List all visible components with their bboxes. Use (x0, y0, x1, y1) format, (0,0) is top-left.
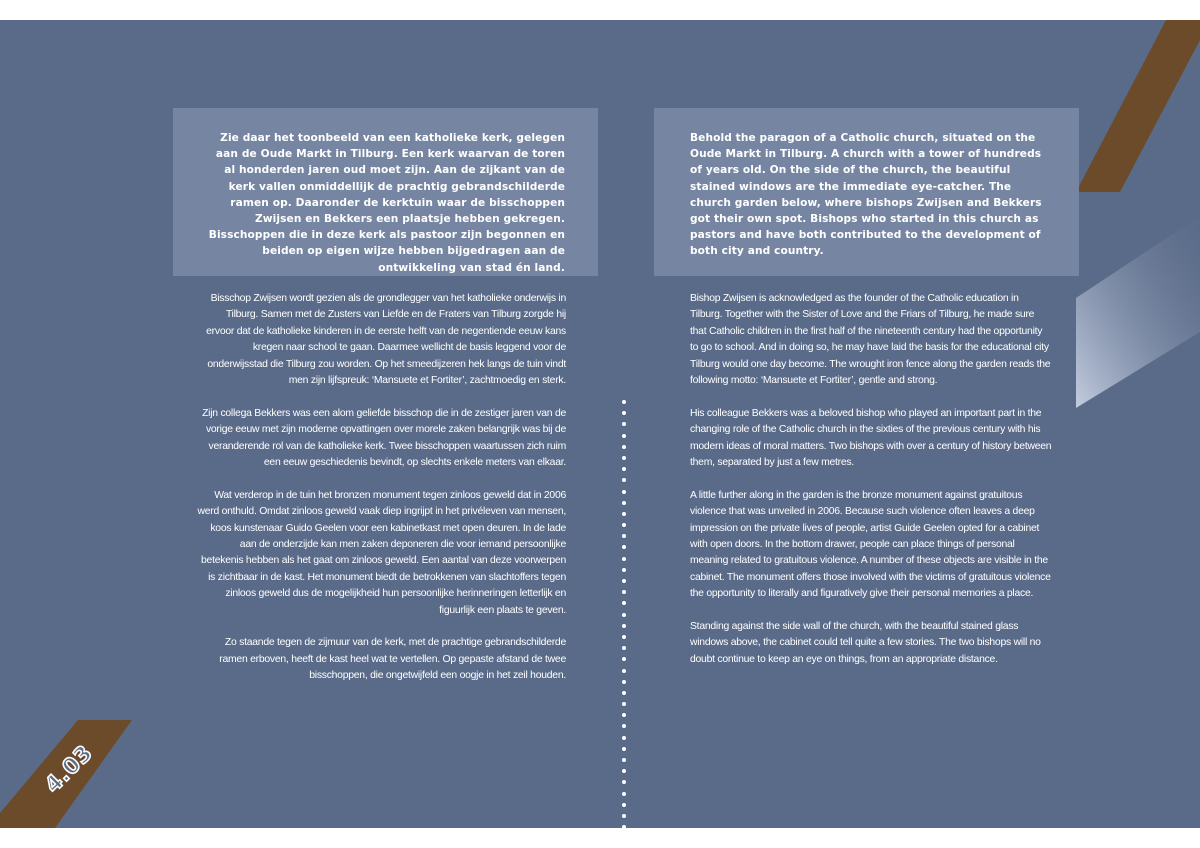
page-number: 4.03 (40, 740, 98, 799)
divider-dot (622, 400, 626, 404)
divider-dot (622, 512, 626, 516)
divider-dot (622, 411, 626, 415)
divider-dot (622, 724, 626, 728)
divider-dot (622, 736, 626, 740)
divider-dot (622, 534, 626, 538)
paragraph: Standing against the side wall of the church, with the beautiful stained glass windows above, the cabinet could tell quite a few stories. The two bishops will no doubt continue to keep an eye on things, from an appropriate distance. (690, 621, 1041, 665)
divider-dot (622, 490, 626, 494)
paragraph: Bishop Zwijsen is acknowledged as the founder of the Catholic education in Tilburg. Together with the Sister of Love and the Friars of Tilburg, he made sure that Catholic children in the first half of the nineteenth century had the opportunity to go to school. And in doing so, he may have laid the basis for the educational city Tilburg would one day become. The wrought iron fence along the garden reads the following motto: ‘Mansuete et Fortiter’, gentle and strong. (690, 293, 1051, 387)
paragraph: Bisschop Zwijsen wordt gezien als de grondlegger van het katholieke onderwijs in Tilburg. Samen met de Zusters van Liefde en de Fraters van Tilburg zorgde hij ervoor dat de katholieke kinderen in de eerste helft van de negentiende eeuw kans kregen naar school te gaan. Daarmee wellicht de basis leggend voor de onderwijsstad die Tilburg zou worden. Op het smeedijzeren hek langs de tuin vindt men zijn lijfspreuk: ‘Mansuete et Fortiter’, zachtmoedig en sterk. (206, 293, 566, 387)
divider-dot (622, 467, 626, 471)
divider-dot (622, 825, 626, 828)
divider-dot (622, 422, 626, 426)
divider-dot (622, 434, 626, 438)
divider-dot (622, 478, 626, 482)
divider-dot (622, 456, 626, 460)
divider-dot (622, 669, 626, 673)
intro-text-english: Behold the paragon of a Catholic church, situated on the Oude Markt in Tilburg. A church with a tower of hundreds of years old. On the side of the church, the beautiful stained windows are the immediate eye-catcher. The church garden below, where bishops Zwijsen and Bekkers got their own spot. Bishops who started in this church as pastors and have both contributed to the development of both city and country. (690, 132, 1042, 258)
divider-dot (622, 792, 626, 796)
divider-dot (622, 691, 626, 695)
light-stripe-right (1076, 216, 1200, 408)
divider-dot (622, 814, 626, 818)
divider-dot (622, 780, 626, 784)
divider-dot (622, 601, 626, 605)
divider-dot (622, 613, 626, 617)
intro-text-dutch: Zie daar het toonbeeld van een katholieke kerk, gelegen aan de Oude Markt in Tilburg. Een kerk waarvan de toren al honderden jaren oud moet zijn. Aan de zijkant van de kerk vallen onmiddellijk de prachtig gebrandschilderde ramen op. Daaronder de kerktuin waar de bisschoppen Zwijsen en Bekkers een plaatsje hebben gekregen. Bisschoppen die in deze kerk als pastoor zijn begonnen en beiden op eigen wijze hebben bijgedragen aan de ontwikkeling van stad én land. (208, 132, 565, 274)
brown-stripe-top-right (1076, 20, 1200, 192)
divider-dot (622, 579, 626, 583)
divider-dot (622, 568, 626, 572)
paragraph: Zo staande tegen de zijmuur van de kerk, met de prachtige gebrandschilderde ramen erboven, heeft de kast heel wat te vertellen. Op gepaste afstand de twee bisschoppen, die ongetwijfeld een oogje in het zeil houden. (219, 637, 566, 682)
book-spread (0, 20, 1200, 828)
paragraph: Wat verderop in de tuin het bronzen monument tegen zinloos geweld dat in 2006 werd onthuld. Omdat zinloos geweld vaak diep ingrijpt in het privéleven van mensen, koos kunstenaar Guido Geelen voor een kabinetkast met open deuren. In de lade aan de onderzijde kan men zaken deponeren die voor iemand persoonlijke betekenis hebben als het gaat om zinloos geweld. Een aantal van deze voorwerpen is zichtbaar in de kast. Het monument biedt de betrokkenen van slachtoffers tegen zinloos geweld dus de mogelijkheid hun persoonlijke herinneringen letterlijk en figuurlijk een plaats te geven. (197, 489, 566, 616)
paragraph: Zijn collega Bekkers was een alom geliefde bisschop die in de zestiger jaren van de vorige eeuw met zijn moderne opvattingen over morele zaken belangrijk was bij de veranderende rol van de katholieke kerk. Twee bisschoppen waartussen zich ruim een eeuw geschiedenis bevindt, op slechts enkele meters van elkaar. (202, 407, 566, 469)
paragraph: His colleague Bekkers was a beloved bishop who played an important part in the changing role of the Catholic church in the sixties of the previous century with his modern ideas of moral matters. Two bishops with over a century of history between them, separated by just a few metres. (690, 407, 1052, 469)
divider-dot (622, 747, 626, 751)
divider-dot (622, 769, 626, 773)
paragraph: A little further along in the garden is the bronze monument against gratuitous violence that was unveiled in 2006. Because such violence often leaves a deep impression on the private lives of people, artist Guide Geelen opted for a cabinet with open doors. In the bottom drawer, people can place things of personal meaning related to gratuitous violence. A number of these objects are visible in the cabinet. The monument offers those involved with the victims of gratuitous violence the opportunity to literally and figuratively give their personal memories a place. (690, 489, 1051, 600)
divider-dot (622, 523, 626, 527)
divider-dot (622, 646, 626, 650)
divider-dot (622, 803, 626, 807)
intro-box-english (654, 108, 1079, 276)
divider-dot (622, 758, 626, 762)
divider-dot (622, 702, 626, 706)
dotted-divider (622, 400, 626, 828)
divider-dot (622, 713, 626, 717)
body-column-dutch (196, 291, 566, 701)
divider-dot (622, 545, 626, 549)
divider-dot (622, 624, 626, 628)
intro-box-dutch (173, 108, 598, 276)
body-column-english (690, 291, 1052, 685)
divider-dot (622, 590, 626, 594)
divider-dot (622, 445, 626, 449)
divider-dot (622, 557, 626, 561)
divider-dot (622, 501, 626, 505)
divider-dot (622, 635, 626, 639)
divider-dot (622, 657, 626, 661)
divider-dot (622, 680, 626, 684)
